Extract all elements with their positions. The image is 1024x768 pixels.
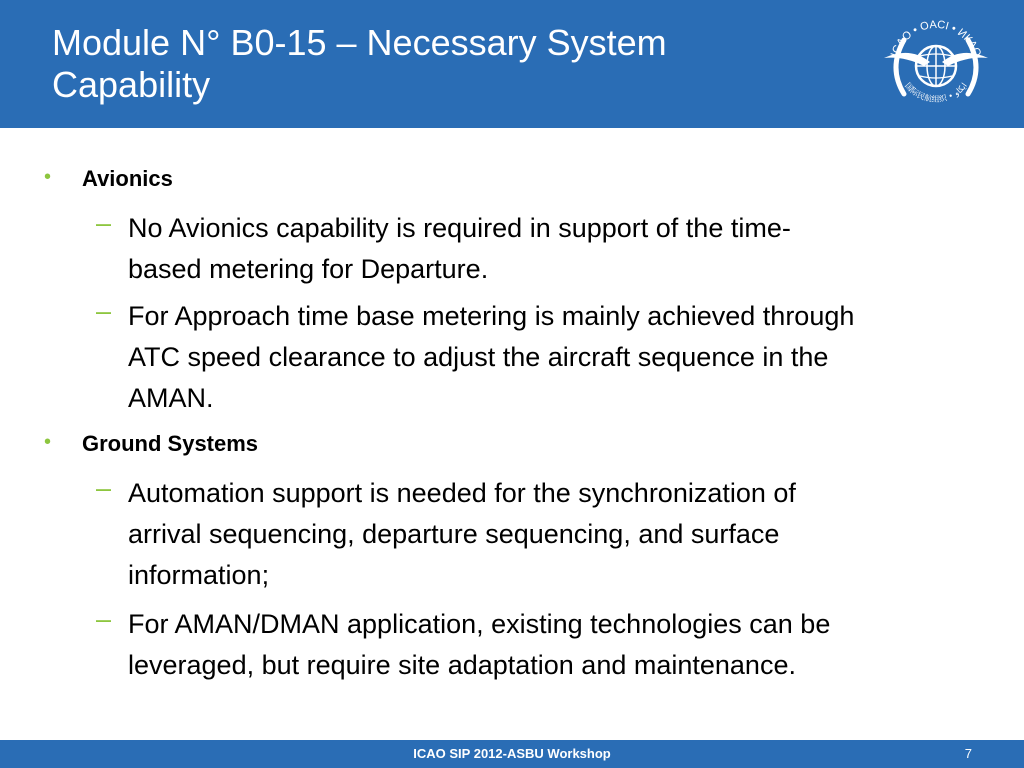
list-item [128, 296, 988, 419]
icao-emblem-icon [874, 6, 998, 130]
title-line-2: Capability [52, 64, 211, 105]
list-item [128, 208, 988, 290]
dash-bullet: – [96, 604, 112, 634]
item-line: ATC speed clearance to adjust the aircraft sequence in the [128, 342, 829, 372]
bullet-dot: • [44, 431, 52, 453]
item-line: AMAN. [128, 383, 214, 413]
slide-title [52, 22, 852, 106]
section-heading-avionics: Avionics [82, 166, 173, 191]
dash-bullet: – [96, 208, 112, 238]
dash-bullet: – [96, 296, 112, 326]
page-number: 7 [964, 746, 972, 761]
list-item [128, 604, 988, 686]
list-item [128, 473, 988, 596]
item-line: Automation support is needed for the synchronization of [128, 478, 796, 508]
footer-text: ICAO SIP 2012-ASBU Workshop [413, 746, 611, 761]
section-heading-ground-systems: Ground Systems [82, 431, 259, 456]
item-line: information; [128, 560, 270, 590]
title-line-1: Module N° B0-15 – Necessary System [52, 22, 667, 63]
logo-ring-text: ICAO • OACI • ИКАО [888, 18, 984, 59]
item-line: For AMAN/DMAN application, existing technologies can be [128, 609, 831, 639]
dash-bullet: – [96, 473, 112, 503]
item-line: based metering for Departure. [128, 254, 489, 284]
bullet-dot: • [44, 166, 52, 188]
slide-body [0, 128, 1024, 740]
item-line: leveraged, but require site adaptation and maintenance. [128, 650, 796, 680]
slide-header [0, 0, 1024, 128]
item-line: arrival sequencing, departure sequencing, and surface [128, 519, 780, 549]
logo-ring-text-bottom: 国际民航组织 • ايكاو [903, 81, 969, 104]
slide-footer [0, 740, 1024, 768]
item-line: No Avionics capability is required in support of the time- [128, 213, 791, 243]
item-line: For Approach time base metering is mainly achieved through [128, 301, 855, 331]
